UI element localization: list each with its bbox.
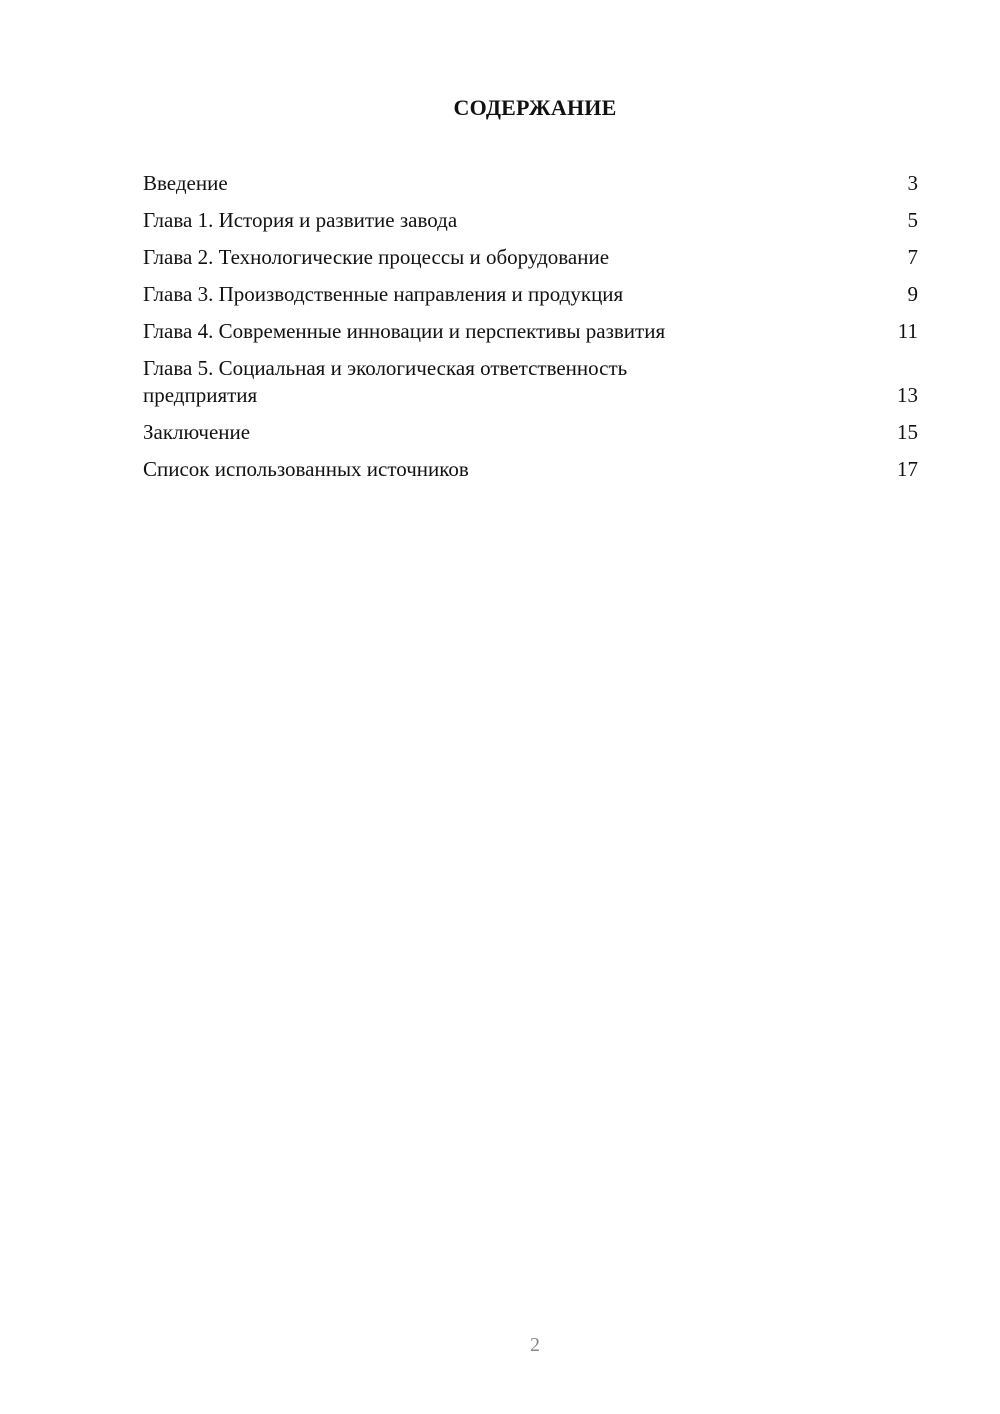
toc-entry-page: 3 bbox=[907, 171, 918, 195]
toc-entry-introduction bbox=[143, 170, 918, 197]
toc-entry-title: Глава 5. Социальная и экологическая ответственность предприятия bbox=[143, 356, 628, 407]
toc-entry-page: 9 bbox=[907, 282, 918, 306]
toc-entry-page: 13 bbox=[897, 383, 918, 407]
table-of-contents bbox=[143, 170, 918, 493]
toc-entry-title: Заключение bbox=[143, 420, 251, 444]
toc-entry-page: 5 bbox=[907, 208, 918, 232]
page-number: 2 bbox=[530, 1334, 540, 1356]
toc-entry-title: Глава 1. История и развитие завода bbox=[143, 208, 458, 232]
toc-entry-references bbox=[143, 456, 918, 483]
toc-entry-page: 7 bbox=[907, 245, 918, 269]
toc-entry-chapter-5 bbox=[143, 355, 918, 409]
toc-entry-title: Глава 3. Производственные направления и продукция bbox=[143, 282, 624, 306]
toc-entry-chapter-3 bbox=[143, 281, 918, 308]
toc-entry-chapter-2 bbox=[143, 244, 918, 271]
toc-entry-chapter-4 bbox=[143, 318, 918, 345]
toc-entry-page: 15 bbox=[897, 420, 918, 444]
toc-entry-title: Список использованных источников bbox=[143, 457, 469, 481]
toc-entry-chapter-1 bbox=[143, 207, 918, 234]
toc-entry-title: Глава 2. Технологические процессы и оборудование bbox=[143, 245, 610, 269]
toc-entry-page: 11 bbox=[897, 319, 918, 343]
toc-entry-title: Введение bbox=[143, 171, 228, 195]
page-title: СОДЕРЖАНИЕ bbox=[453, 95, 617, 120]
toc-entry-conclusion bbox=[143, 419, 918, 446]
toc-entry-page: 17 bbox=[897, 457, 918, 481]
toc-entry-title: Глава 4. Современные инновации и перспективы развития bbox=[143, 319, 666, 343]
